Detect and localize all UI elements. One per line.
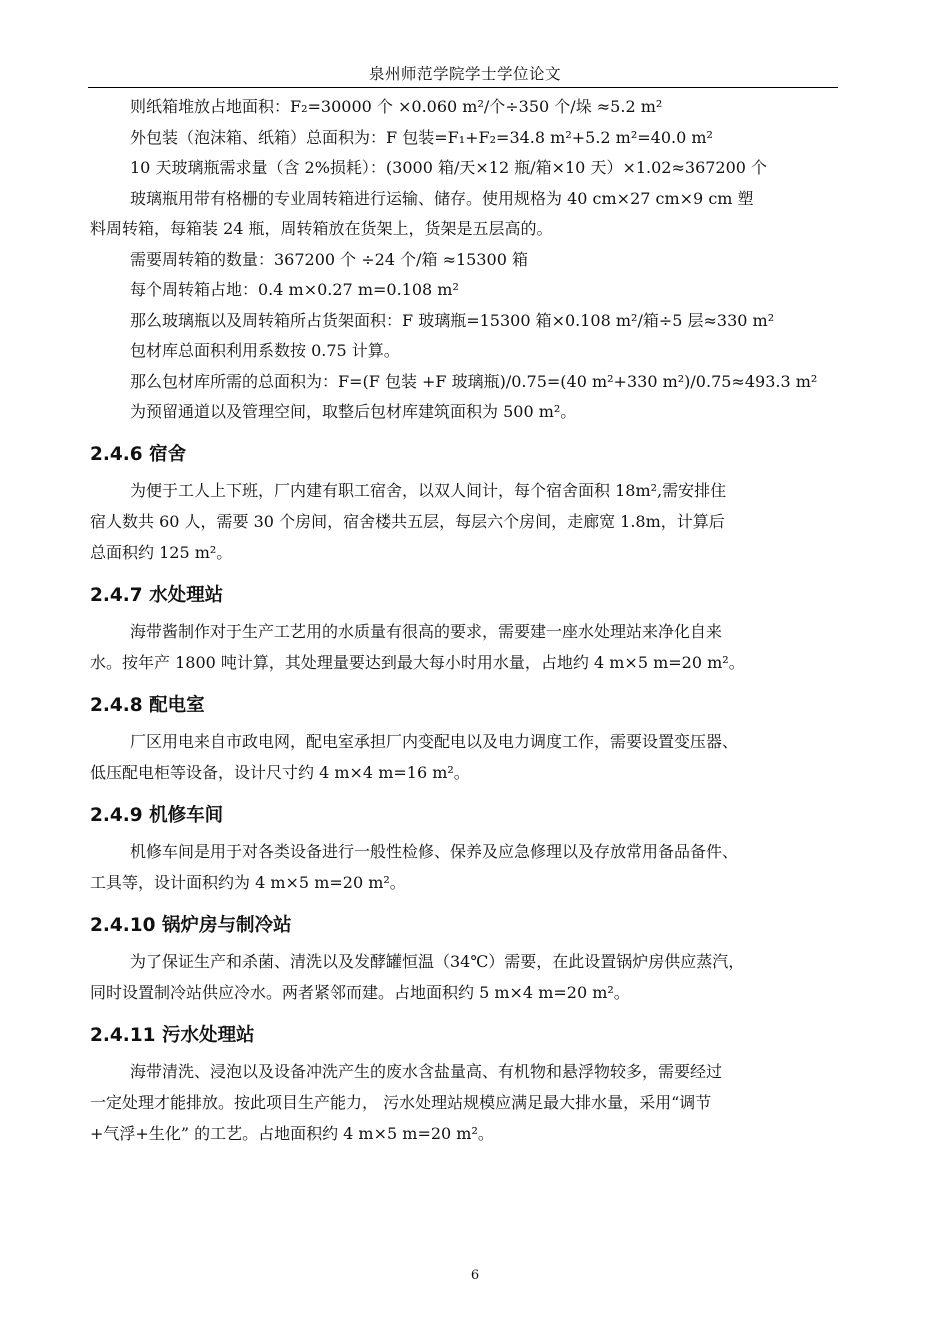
body-line: 玻璃瓶用带有格栅的专业周转箱进行运输、储存。使用规格为 40 cm×27 cm×9 cm 塑 — [130, 188, 754, 208]
paragraph-line: 为了保证生产和杀菌、清洗以及发酵罐恒温（34℃）需要，在此设置锅炉房供应蒸汽， — [130, 951, 745, 971]
paragraph-line: 水。按年产 1800 吨计算，其处理量要达到最大每小时用水量，占地约 4 m×5 m=20 m²。 — [90, 652, 745, 672]
paragraph-line: 厂区用电来自市政电网，配电室承担厂内变配电以及电力调度工作，需要设置变压器、 — [130, 731, 739, 751]
paragraph-line: 一定处理才能排放。按此项目生产能力， 污水处理站规模应满足最大排水量，采用“调节 — [90, 1092, 712, 1112]
section-heading-2-4-9: 2.4.9 机修车间 — [90, 804, 224, 826]
section-paragraph — [90, 475, 838, 568]
section-heading-2-4-6: 2.4.6 宿舍 — [90, 443, 187, 465]
paragraph-line: +气浮+生化” 的工艺。占地面积约 4 m×5 m=20 m²。 — [90, 1123, 494, 1143]
paragraph-line: 为便于工人上下班，厂内建有职工宿舍，以双人间计，每个宿舍面积 18m²,需安排住 — [130, 480, 727, 500]
body-line: 包材库总面积利用系数按 0.75 计算。 — [130, 341, 400, 360]
section-paragraph — [90, 616, 838, 678]
body-line: 为预留通道以及管理空间，取整后包材库建筑面积为 500 m²。 — [130, 402, 577, 421]
body-line: 外包装（泡沫箱、纸箱）总面积为：F 包装=F₁+F₂=34.8 m²+5.2 m²=40.0 m² — [130, 127, 713, 147]
body-line: 那么包材库所需的总面积为：F=(F 包装 +F 玻璃瓶)/0.75=(40 m²+330 m²)/0.75≈493.3 m² — [130, 371, 818, 391]
section-heading-2-4-7: 2.4.7 水处理站 — [90, 584, 224, 606]
section-heading-2-4-8: 2.4.8 配电室 — [90, 694, 205, 716]
page-header: 泉州师范学院学士学位论文 — [368, 65, 561, 83]
body-line: 需要周转箱的数量：367200 个 ÷24 个/箱 ≈15300 箱 — [130, 249, 528, 269]
paragraph-line: 总面积约 125 m²。 — [90, 542, 233, 562]
section-paragraph — [90, 726, 838, 788]
section-paragraph — [90, 946, 838, 1008]
header-divider — [88, 87, 838, 88]
page-body — [90, 92, 838, 1149]
paragraph-line: 低压配电柜等设备，设计尺寸约 4 m×4 m=16 m²。 — [90, 762, 470, 782]
paragraph-line: 机修车间是用于对各类设备进行一般性检修、保养及应急修理以及存放常用备品备件、 — [130, 841, 739, 861]
section-paragraph — [90, 836, 838, 898]
section-paragraph — [90, 1056, 838, 1149]
section-heading-2-4-10: 2.4.10 锅炉房与制冷站 — [90, 914, 292, 936]
body-line: 10 天玻璃瓶需求量（含 2%损耗）：(3000 箱/天×12 瓶/箱×10 天）×1.02≈367200 个 — [130, 158, 768, 177]
paragraph-line: 工具等，设计面积约为 4 m×5 m=20 m²。 — [90, 872, 406, 892]
body-line: 料周转箱，每箱装 24 瓶，周转箱放在货架上，货架是五层高的。 — [90, 219, 553, 238]
page-number: 6 — [470, 1268, 480, 1283]
section-heading-2-4-11: 2.4.11 污水处理站 — [90, 1024, 255, 1046]
paragraph-line: 海带清洗、浸泡以及设备冲洗产生的废水含盐量高、有机物和悬浮物较多，需要经过 — [130, 1061, 723, 1081]
paragraph-line: 宿人数共 60 人，需要 30 个房间，宿舍楼共五层，每层六个房间，走廊宽 1.8m，计算后 — [90, 511, 725, 531]
body-line: 那么玻璃瓶以及周转箱所占货架面积：F 玻璃瓶=15300 箱×0.108 m²/箱÷5 层≈330 m² — [130, 310, 775, 330]
body-line: 每个周转箱占地：0.4 m×0.27 m=0.108 m² — [130, 280, 459, 299]
paragraph-line: 同时设置制冷站供应冷水。两者紧邻而建。占地面积约 5 m×4 m=20 m²。 — [90, 982, 630, 1002]
body-line: 则纸箱堆放占地面积：F₂=30000 个 ×0.060 m²/个÷350 个/垛 ≈5.2 m² — [130, 97, 663, 116]
paragraph-line: 海带酱制作对于生产工艺用的水质量有很高的要求，需要建一座水处理站来净化自来 — [130, 621, 723, 641]
